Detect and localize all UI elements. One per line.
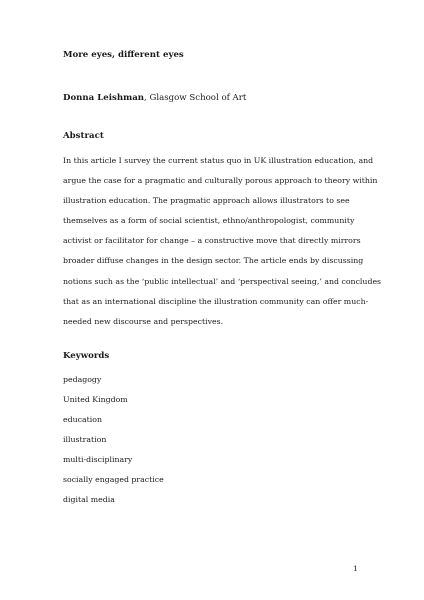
keyword-list <box>63 370 164 510</box>
abstract-line: activist or facilitator for change – a constructive move that directly mirrors <box>63 236 361 246</box>
abstract-heading: Abstract <box>63 131 104 141</box>
abstract-line: argue the case for a pragmatic and culturally porous approach to theory within <box>63 176 378 186</box>
keyword-item: United Kingdom <box>63 395 128 404</box>
abstract-line: themselves as a form of social scientist, ethno/anthropologist, community <box>63 216 355 226</box>
keyword-item: multi-disciplinary <box>63 455 133 464</box>
author-name: Donna Leishman <box>63 93 145 103</box>
paper-title: More eyes, different eyes <box>63 50 184 60</box>
keyword-item: socially engaged practice <box>63 475 164 484</box>
keyword-item: illustration <box>63 435 107 444</box>
keyword-item: pedagogy <box>63 375 102 384</box>
abstract-line: needed new discourse and perspectives. <box>63 316 224 326</box>
abstract-line: illustration education. The pragmatic approach allows illustrators to see <box>63 196 350 206</box>
author-line <box>63 93 246 103</box>
abstract-line: that as an international discipline the illustration community can offer much- <box>63 296 369 306</box>
keywords-heading: Keywords <box>63 351 110 361</box>
keyword-item: digital media <box>63 495 115 504</box>
author-affiliation: , Glasgow School of Art <box>144 93 247 103</box>
abstract-line: broader diffuse changes in the design sector. The article ends by discussing <box>63 256 364 266</box>
keyword-item: education <box>63 415 102 424</box>
page-number: 1 <box>353 564 358 573</box>
abstract-line: notions such as the ‘public intellectual’ and ‘perspectival seeing,’ and concludes <box>63 276 382 286</box>
abstract-line: In this article I survey the current status quo in UK illustration education, and <box>63 156 374 165</box>
abstract-body <box>63 151 382 332</box>
